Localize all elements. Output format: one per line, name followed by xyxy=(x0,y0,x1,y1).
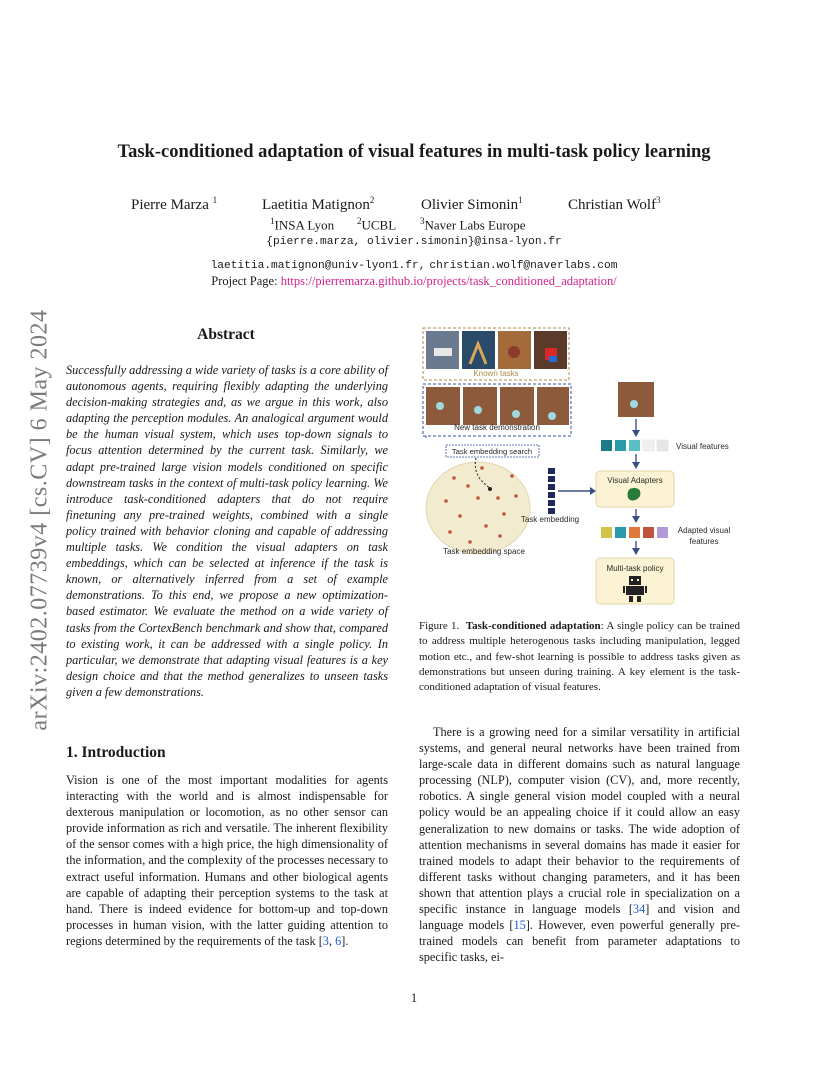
caption-bold: Task-conditioned adaptation xyxy=(465,620,601,632)
aff-sup: 3 xyxy=(420,216,425,226)
right-body-a: There is a growing need for a similar versatility in artificial systems, and general neural networks have been trained from large-scale data in different domains such as natural language processing (NLP), computer vision (CV), and, more recently, robotics. A single general vision model coupled with a neural policy would be an appealing choice if it could allow an easy generalization to new domains or tasks. The wide adoption of attention mechanisms in several domains has made it easier for trained models to adapt their behavior to the requirements of different tasks without changing parameters, and it has been shown that attention plays a crucial role in specialization on a specific instance in language models [ xyxy=(419,725,740,917)
demo-frame-3 xyxy=(500,387,534,425)
email-matignon[interactable]: laetitia.matignon@univ-lyon1.fr, xyxy=(210,260,426,272)
caption-body: : A single policy can be trained to address multiple heterogenous tasks including manipulation, legged motion etc., and few-shot learning is possible to address tasks given as demonstrations but unseen during training. A key element is the task-conditioned adaptation of visual features. xyxy=(419,620,740,694)
affiliation-1 xyxy=(270,216,334,233)
citation-link[interactable]: 3 xyxy=(322,933,329,948)
author-sup: 3 xyxy=(656,195,661,205)
citation-link[interactable]: 34 xyxy=(632,902,646,917)
demo-frame-2 xyxy=(463,387,497,425)
intro-body: Vision is one of the most important modalities for agents interacting with the world and is almost indispensable for dexterous manipulation or locomotion, as no other sensor can provide information as rich and versatile. The inherent flexibility of the sensor comes with a high price, the high dimensionality of the information, and the complexity of the processes necessary to extract useful information. Humans and other biological agents are capable of adapting their perception systems to the task at hand. There is indeed evidence for bottom-up and top-down processes in human vision, with the latter guiding attention to regions determined by the requirements of the task [ xyxy=(66,773,388,948)
author-sup: 1 xyxy=(518,195,523,205)
introduction-heading: 1. Introduction xyxy=(66,744,166,761)
task-thumbnail-2 xyxy=(462,331,495,369)
author-name: Christian Wolf xyxy=(568,197,657,213)
aff-sup: 1 xyxy=(270,216,275,226)
author-name: Olivier Simonin xyxy=(421,197,519,213)
citation-link[interactable]: 6 xyxy=(335,933,342,948)
abstract-text: Successfully addressing a wide variety of tasks is a core ability of autonomous agents, requiring flexibly adapting the underlying decision-making strategies and, as we argue in this work, also adapting the perception modules. An analogical argument would be the human visual system, which uses top-down signals to focus attention determined by the current task. Similarly, we adapt pre-trained large vision models conditioned on specific downstream tasks in the context of multi-task policy learning. We introduce task-conditioned adapters that do not require finetuning any pre-trained weights, combined with a single policy trained with behavior cloning and capable of addressing multiple tasks. We condition the visual adapters on task embeddings, which can be selected at inference if the task is known, or alternatively inferred from a set of example demonstrations. To this end, we propose a new optimization-based estimator. We evaluate the method on a wide variety of tasks from the CortexBench benchmark and show that, compared to existing work, it can be addressed with a single policy. In particular, we demonstrate that adapting visual features is a key design choice and that the method generalizes to unseen tasks given a few demonstrations. xyxy=(66,363,388,699)
paper-title: Task-conditioned adaptation of visual features in multi-task policy learning xyxy=(117,142,711,162)
multi-task-policy-label: Multi-task policy xyxy=(606,564,664,573)
observation-thumbnail xyxy=(618,382,654,417)
author-name: Pierre Marza xyxy=(131,197,209,213)
aff-sup: 2 xyxy=(357,216,362,226)
author-3 xyxy=(421,195,523,214)
task-embedding-space-label: Task embedding space xyxy=(443,547,525,556)
introduction-text xyxy=(66,772,388,949)
intro-end: ]. xyxy=(341,933,349,948)
task-embedding-search-label: Task embedding search xyxy=(451,447,533,456)
right-body-b: ] and vision and language models [ xyxy=(419,902,740,933)
affiliation-2 xyxy=(357,216,396,233)
author-name: Laetitia Matignon xyxy=(262,197,370,213)
affiliation-3 xyxy=(420,216,526,233)
author-1 xyxy=(131,195,217,214)
visual-features-label: Visual features xyxy=(676,442,729,451)
aff-name: INSA Lyon xyxy=(274,217,335,233)
author-2 xyxy=(262,195,374,214)
visual-features-vector xyxy=(601,440,668,451)
project-page-label: Project Page: xyxy=(211,274,278,288)
aff-name: Naver Labs Europe xyxy=(424,217,526,233)
task-embedding-vector xyxy=(548,468,555,514)
abstract-heading: Abstract xyxy=(197,326,255,343)
known-tasks-label: Known tasks xyxy=(473,369,519,378)
new-task-demo-label: New task demonstration xyxy=(454,423,540,432)
email-line-2 xyxy=(0,255,828,273)
adapted-visual-features-label-2: features xyxy=(689,537,719,546)
right-body-c: ]. However, even powerful generally pre-trained models can benefit from parameter adaptations to specific tasks, ei- xyxy=(419,918,740,965)
task-embedding-space-ellipse xyxy=(426,462,530,554)
author-4 xyxy=(568,195,661,214)
arxiv-id-text: arXiv:2402.07739v4 [cs.CV] 6 May 2024 xyxy=(26,309,53,731)
aff-name: UCBL xyxy=(361,217,397,233)
task-embedding-label: Task embedding xyxy=(520,515,580,524)
email-wolf[interactable]: christian.wolf@naverlabs.com xyxy=(429,260,618,272)
adapted-visual-features-vector xyxy=(601,527,668,538)
right-column-text xyxy=(419,724,740,965)
figure-1 xyxy=(420,326,746,610)
author-sup: 2 xyxy=(369,195,375,205)
visual-adapters-label: Visual Adapters xyxy=(607,476,663,485)
author-sup: 1 xyxy=(212,195,218,205)
citation-link[interactable]: 15 xyxy=(513,918,526,933)
page-number: 1 xyxy=(410,991,418,1005)
caption-prefix: Figure 1. xyxy=(419,620,460,632)
adapted-visual-features-label-1: Adapted visual xyxy=(677,526,731,535)
arxiv-identifier xyxy=(20,280,60,760)
intro-sep: , xyxy=(328,933,336,948)
figure-1-caption xyxy=(419,619,740,695)
email-line-1: {pierre.marza, olivier.simonin}@insa-lyon.fr xyxy=(266,236,562,248)
project-page-link[interactable]: https://pierremarza.github.io/projects/task_conditioned_adaptation/ xyxy=(280,274,617,288)
project-page xyxy=(0,274,828,289)
